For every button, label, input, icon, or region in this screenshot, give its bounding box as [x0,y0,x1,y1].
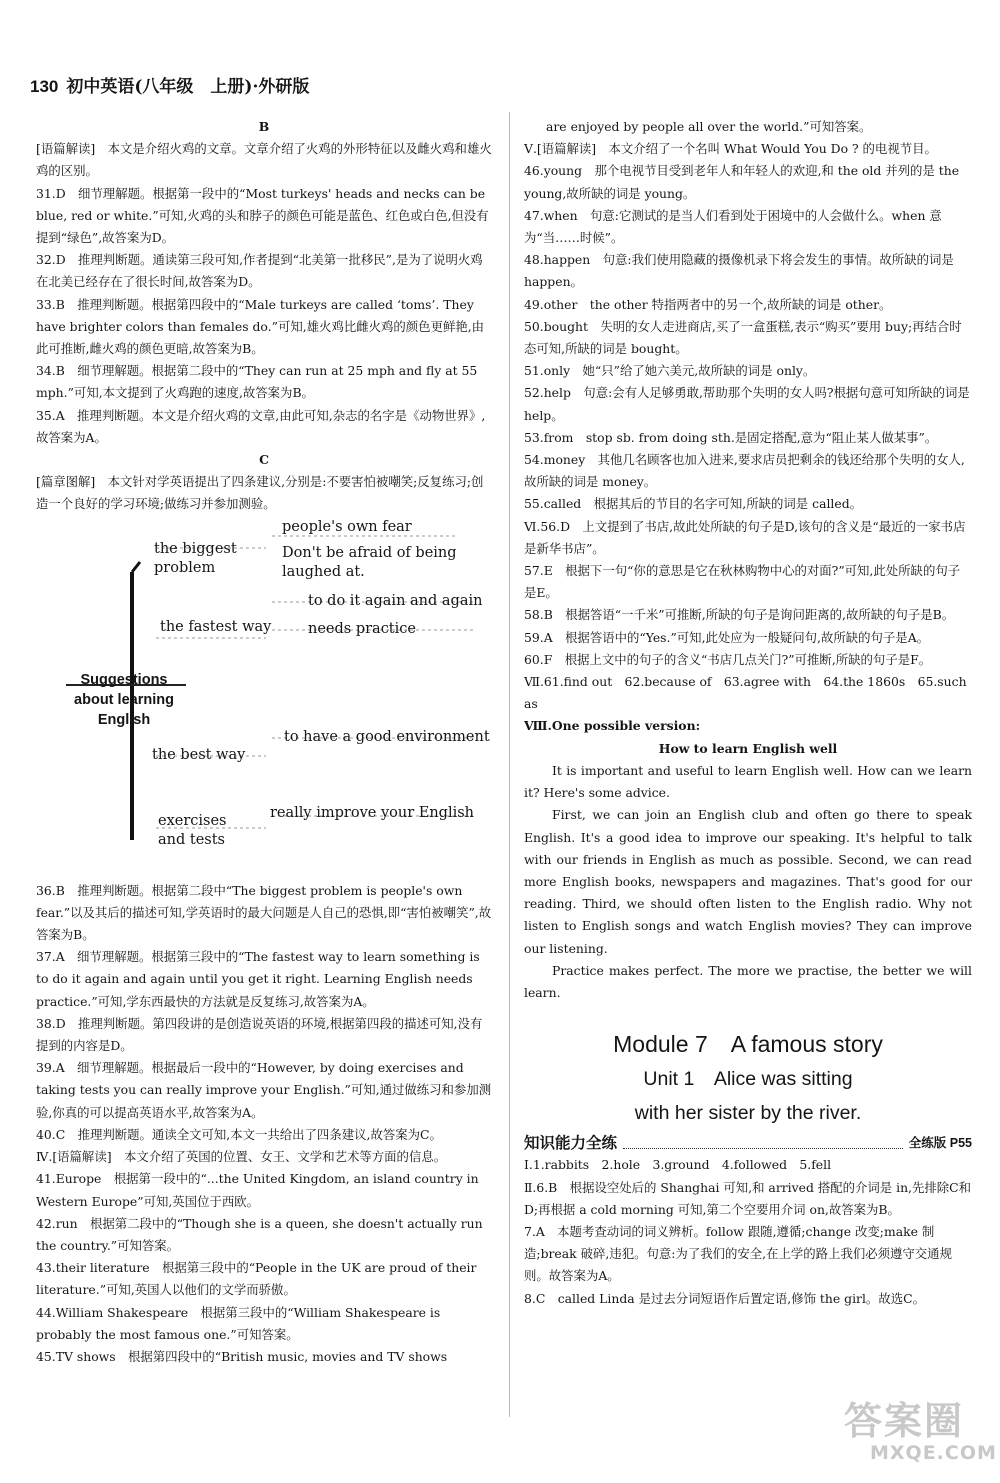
section-banner [524,1132,972,1154]
answer-58: 58.B 根据答语“一千米”可推断,所缺的句子是询问距离的,故所缺的句子是B。 [524,607,955,623]
section-8-heading: Ⅷ.One possible version: [524,718,701,734]
answer-60: 60.F 根据上文中的句子的含义“书店几点关门?”可推断,所缺的句子是F。 [524,651,932,667]
answer-36: 36.B 推理判断题。根据第二段中“The biggest problem is people's own fear.”以及其后的描述可知,学英语时的最大问题是人自己的恐惧,即“害怕被嘲笑”,故答案为B。 [36,882,492,943]
answer-47: 47.when 句意:它测试的是当人们看到处于困境中的人会做什么。when 意为“当……时候”。 [524,207,942,246]
answer-51: 51.only 她“只”给了她六美元,故所缺的词是 only。 [524,363,816,379]
answer-32: 32.D 推理判断题。通读第三段可知,作者提到“北美第一批移民”,是为了说明火鸡在北美已经存在了很长时间,故答案为D。 [36,252,483,290]
answers-1-5: Ⅰ.1.rabbits 2.hole 3.ground 4.followed 5.fell [524,1157,832,1173]
answer-48: 48.happen 句意:我们使用隐藏的摄像机录下将会发生的事情。故所缺的词是 happen。 [524,252,954,290]
label-improve-english: really improve your English [270,804,475,821]
unit-title-line-2: with her sister by the river. [634,1102,862,1125]
answer-57: 57.E 根据下一句“你的意思是它在秋林购物中心的对面?”可知,此处所缺的句子是E。 [524,563,961,601]
answer-31: 31.D 细节理解题。根据第一段中的“Most turkeys' heads and necks can be blue, red or white.”可知,火鸡的头和脖子的颜色可能是蓝色、红色或白色,但没有提到“绿色”,故答案为D。 [36,185,489,246]
left-column [36,116,492,1368]
section-c-intro: [篇章图解] 本文针对学英语提出了四条建议,分别是:不要害怕被嘲笑;反复练习;创造一个良好的学习环境;做练习并参加测验。 [36,474,484,512]
answer-7: 7.A 本题考查动词的词义辨析。follow 跟随,遵循;change 改变;make 制造;break 破碎,违犯。句意:为了我们的安全,在上学的路上我们必须遵守交通规则。故答案为A。 [524,1223,952,1284]
label-good-environment: to have a good environment [284,728,490,745]
column-divider [509,112,510,1417]
label-fastest-way: the fastest way [160,618,272,635]
answer-34: 34.B 细节理解题。根据第二段中的“They can run at 25 mph and fly at 55 mph.”可知,本文提到了火鸡跑的速度,故答案为B。 [36,363,478,401]
page-number: 130 [30,77,59,96]
label-needs-practice: needs practice [308,620,416,637]
section-5-intro: Ⅴ.[语篇解读] 本文介绍了一个名叫 What Would You Do ? 的电视节目。 [524,141,937,157]
answer-6: Ⅱ.6.B 根据设空处后的 Shanghai 可知,和 arrived 搭配的介词是 in,先排除C和D;再根据 a cold morning 可知,第二个空要用介词 on,故答案为B。 [524,1179,972,1217]
answer-49: 49.other the other 特指两者中的另一个,故所缺的词是 other。 [524,296,892,312]
banner-page-ref: 全练版 P55 [908,1136,972,1151]
unit-title-line-1: Unit 1 Alice was sitting [643,1068,853,1091]
label-best-way: the best way [152,746,246,763]
section-b-heading: B [258,119,270,134]
essay-title: How to learn English well [658,740,838,756]
answer-39: 39.A 细节理解题。根据最后一段中的“However, by doing exercises and taking tests you can really improve your English.”可知,通过做练习和参加测验,你真的可以提高英语水平,故答案为A。 [36,1060,492,1120]
answer-53: 53.from stop sb. from doing sth.是固定搭配,意为“阻止某人做某事”。 [524,429,938,445]
answer-35: 35.A 推理判断题。本文是介绍火鸡的文章,由此可知,杂志的名字是《动物世界》,故答案为A。 [36,407,486,445]
watermark-text: 答案圈 [844,1399,965,1443]
answer-59: 59.A 根据答语中的“Yes.”可知,此处应为一般疑问句,故所缺的句子是A。 [524,629,930,645]
essay-paragraph-2: First, we can join an English club and often go there to speak English. It's a good idea to improve our speaking. It's helpful to talk with our friends in English as much as possible. Second, we can read more English books, newspapers and magazines. That's good for our reading. Third, we should often listen to the English radio. Why not listen to English songs and watch English movies? They can improve our listening. [524,807,972,956]
answer-45: 45.TV shows 根据第四段中的“British music, movies and TV shows [36,1348,448,1364]
section-b-intro: [语篇解读] 本文是介绍火鸡的文章。文章介绍了火鸡的外形特征以及雌火鸡和雄火鸡的区别。 [36,141,492,179]
section-7-answers: Ⅶ.61.find out 62.because of 63.agree with 64.the 1860s 65.such as [524,674,967,712]
answer-40: 40.C 推理判断题。通读全文可知,本文一共给出了四条建议,故答案为C。 [36,1126,442,1142]
watermark-url: MXQE.COM [870,1442,997,1464]
banner-label: 知识能力全练 [524,1133,618,1153]
right-column [524,116,972,1310]
answer-55: 55.called 根据其后的节目的名字可知,所缺的词是 called。 [524,496,863,512]
label-peoples-own-fear: people's own fear [282,518,412,535]
answer-37: 37.A 细节理解题。根据第三段中的“The fastest way to learn something is to do it again and again until you get it right. Learning English needs practice.”可知,学东西最快的方法就是反复练习,故答案为A。 [36,949,480,1009]
essay-paragraph-3: Practice makes perfect. The more we practise, the better we will learn. [524,962,972,1000]
answer-38: 38.D 推理判断题。第四段讲的是创造说英语的环境,根据第四段的描述可知,没有提到的内容是D。 [36,1015,483,1054]
answer-54: 54.money 其他几名顾客也加入进来,要求店员把剩余的钱还给那个失明的女人,故所缺的词是 money。 [524,452,965,490]
answer-50: 50.bought 失明的女人走进商店,买了一盒蛋糕,表示“购买”要用 buy;再结合时态可知,所缺的词是 bought。 [524,318,962,357]
answer-41: 41.Europe 根据第一段中的“...the United Kingdom, an island country in Western Europe”可知,英国位于西欧。 [36,1171,479,1209]
answer-42: 42.run 根据第二段中的“Though she is a queen, she doesn't actually run the country.”可知答案。 [36,1215,483,1253]
essay-paragraph-1: It is important and useful to learn English well. How can we learn it? Here's some advice. [524,762,972,801]
answer-33: 33.B 推理判断题。根据第四段中的“Male turkeys are called ‘toms’. They have brighter colors than females do.”可知,雄火鸡比雌火鸡的颜色更鲜艳,由此可推断,雌火鸡的颜色更暗,故答案为B。 [36,296,485,357]
dotted-leader [623,1138,903,1149]
mind-map-diagram [36,518,492,876]
answer-46: 46.young 那个电视节目受到老年人和年轻人的欢迎,和 the old 并列的是 the young,故所缺的词是 young。 [524,163,960,201]
label-exercises-tests: exercises and tests [158,812,227,848]
answer-56: Ⅵ.56.D 上文提到了书店,故此处所缺的句子是D,该句的含义是“最近的一家书店是新华书店”。 [524,518,966,556]
section-c-heading: C [259,452,269,468]
module-title: Module 7 A famous story [613,1031,883,1058]
center-topic: Suggestions about learning English [74,671,174,728]
label-do-it-again: to do it again and again [308,592,483,609]
watermark-logo [830,1390,997,1470]
book-title: 初中英语(八年级 上册)·外研版 [66,77,310,97]
answer-8: 8.C called Linda 是过去分词短语作后置定语,修饰 the girl。故选C。 [524,1290,925,1306]
answer-45-continued: are enjoyed by people all over the world.”可知答案。 [546,119,872,134]
answer-44: 44.William Shakespeare 根据第三段中的“William Shakespeare is probably the most famous one.”可知答案。 [36,1304,441,1342]
answer-43: 43.their literature 根据第三段中的“People in the UK are proud of their literature.”可知,英国人以他们的文学而骄傲。 [36,1260,477,1298]
label-dont-be-afraid: Don't be afraid of being laughed at. [282,544,457,580]
answer-52: 52.help 句意:会有人足够勇敢,帮助那个失明的女人吗?根据句意可知所缺的词是 help。 [524,385,970,423]
label-biggest-problem: the biggest problem [154,540,237,576]
page-header [30,72,309,97]
section-4-intro: Ⅳ.[语篇解读] 本文介绍了英国的位置、女王、文学和艺术等方面的信息。 [36,1149,447,1165]
